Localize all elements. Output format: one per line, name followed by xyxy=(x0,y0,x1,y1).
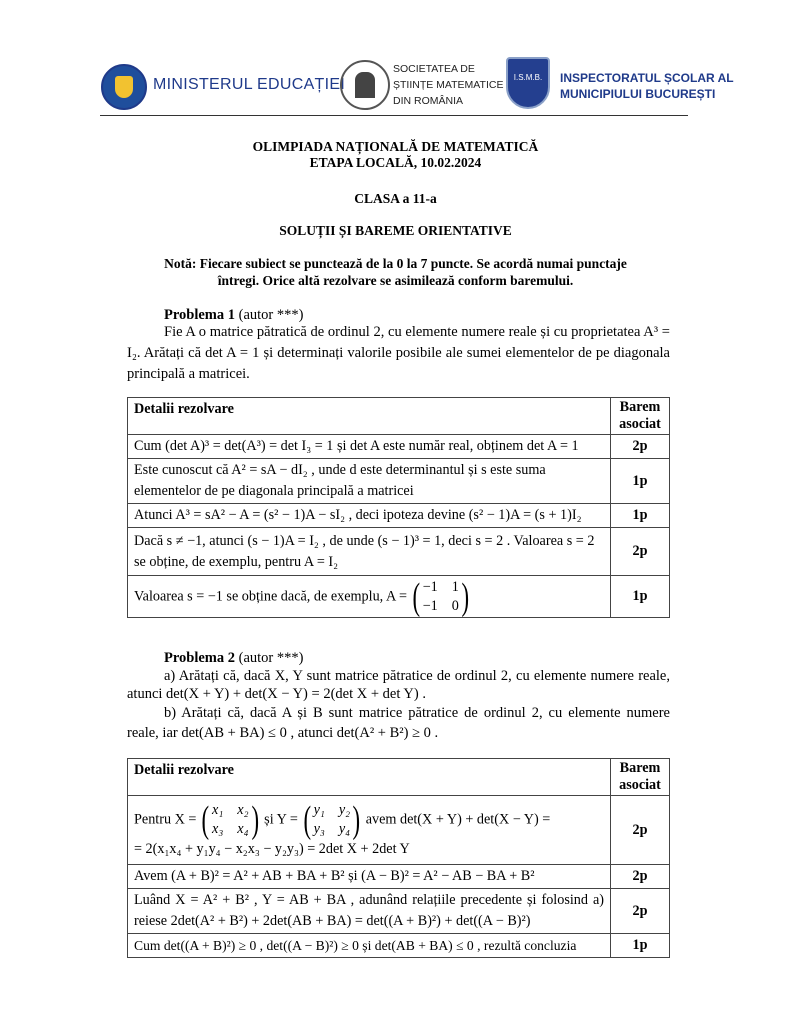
society-line: ȘTIINȚE MATEMATICE xyxy=(393,79,504,91)
table-row xyxy=(128,934,670,958)
problem-2-part-b: b) Arătați că, dacă A și B sunt matrice pătratice de ordinul 2, cu elemente numere reale, iar det(AB + BA) ≤ 0 , atunci det(A² + B²) ≥ 0 . xyxy=(127,705,670,741)
matrix: ( −1 1 −1 0 ) xyxy=(412,575,469,618)
society-seal-logo xyxy=(340,60,390,110)
row-points: 2p xyxy=(611,865,670,889)
page-title-date: ETAPA LOCALĂ, 10.02.2024 xyxy=(309,155,482,170)
row-points: 2p xyxy=(611,889,670,934)
table-row xyxy=(128,435,670,459)
col-header-points: Barem asociat xyxy=(611,398,670,435)
problem-author: (autor ***) xyxy=(235,307,304,323)
inspectorate-name xyxy=(560,70,734,102)
row-details: Este cunoscut că A² = sA − dI₂ , unde d este determinantul și s este suma elementelor de pe diagonala principală a matricei xyxy=(128,459,611,504)
table-row xyxy=(128,504,670,528)
problem-2-part-a: a) Arătați că, dacă X, Y sunt matrice pătratice de ordinul 2, cu elemente numere reale, atunci det(X + Y) + det(X − Y) = 2(det X + det Y) . xyxy=(127,668,670,702)
header-divider xyxy=(100,115,688,116)
row-details: Luând X = A² + B² , Y = AB + BA , adunând relațiile precedente și folosind a) reiese 2det(A² + B²) + 2det(AB + BA) = det((A + B)²) + det((A − B)²) xyxy=(128,889,611,934)
row-points: 1p xyxy=(611,576,670,618)
table-row xyxy=(128,865,670,889)
society-name xyxy=(393,61,503,109)
problem-title: Problema 2 xyxy=(164,650,236,666)
problem-2-scoring-table xyxy=(127,758,670,958)
subtitle: SOLUȚII ȘI BAREME ORIENTATIVE xyxy=(279,223,512,238)
problem-2-heading xyxy=(127,648,670,668)
row-points: 1p xyxy=(611,504,670,528)
government-seal-logo xyxy=(101,64,147,110)
table-row xyxy=(128,889,670,934)
society-line: DIN ROMÂNIA xyxy=(393,95,464,107)
table-row xyxy=(128,796,670,865)
note-line: Notă: Fiecare subiect se punctează de la 0 la 7 puncte. Se acordă numai punctaje xyxy=(164,256,627,271)
ismb-logo: I.S.M.B. xyxy=(506,57,550,109)
table-row xyxy=(128,528,670,576)
row-points: 1p xyxy=(611,934,670,958)
problem-title: Problema 1 xyxy=(164,307,236,323)
row-points: 1p xyxy=(611,459,670,504)
col-header-points: Barem asociat xyxy=(611,759,670,796)
page-title: OLIMPIADA NAȚIONALĂ DE MATEMATICĂ xyxy=(252,139,539,154)
col-header-details: Detalii rezolvare xyxy=(128,759,611,796)
class-label: CLASA a 11-a xyxy=(354,191,437,206)
row-points: 2p xyxy=(611,435,670,459)
col-header-details: Detalii rezolvare xyxy=(128,398,611,435)
table-row xyxy=(128,459,670,504)
note-line: întregi. Orice altă rezolvare se asimilează conform baremului. xyxy=(217,273,574,288)
problem-1-scoring-table xyxy=(127,397,670,618)
row-details: Valoarea s = −1 se obține dacă, de exemplu, A = ( −1 1 −1 0 ) xyxy=(128,576,611,618)
row-points: 2p xyxy=(611,796,670,865)
society-line: SOCIETATEA DE xyxy=(393,63,475,75)
table-row xyxy=(128,576,670,618)
row-details: Cum det((A + B)²) ≥ 0 , det((A − B)²) ≥ 0 și det(AB + BA) ≤ 0 , rezultă concluzia xyxy=(128,934,611,958)
problem-author: (autor ***) xyxy=(235,650,304,666)
row-details: Atunci A³ = sA² − A = (s² − 1)A − sI₂ , deci ipoteza devine (s² − 1)A = (s + 1)I₂ xyxy=(128,504,611,528)
ministry-name: MINISTERUL EDUCAȚIEI xyxy=(153,76,346,93)
row-points: 2p xyxy=(611,528,670,576)
inspectorate-line: MUNICIPIULUI BUCUREȘTI xyxy=(560,87,716,101)
row-details: Pentru X = ( x₁ x₂ x₃ x₄ ) și Y = ( y₁ y₂ y₃ y₄ ) avem det(X + Y) + det(X − Y) = = 2(x₁x₄ + y₁y₄ − x₂x₃ − y₂y₃) = 2det X + 2det Y xyxy=(128,796,611,865)
row-details: Avem (A + B)² = A² + AB + BA + B² și (A − B)² = A² − AB − BA + B² xyxy=(128,865,611,889)
problem-1-statement: Fie A o matrice pătratică de ordinul 2, cu elemente numere reale și cu proprietatea A³ = I₂. Arătați că det A = 1 și determinați valorile posibile ale sumei elementelor de pe diagonala principală a matricei. xyxy=(127,324,670,382)
row-details: Dacă s ≠ −1, atunci (s − 1)A = I₂ , de unde (s − 1)³ = 1, deci s = 2 . Valoarea s = 2 se obține, de exemplu, pentru A = I₂ xyxy=(128,528,611,576)
inspectorate-line: INSPECTORATUL ȘCOLAR AL xyxy=(560,71,734,85)
row-details: Cum (det A)³ = det(A³) = det I₃ = 1 și det A este număr real, obținem det A = 1 xyxy=(128,435,611,459)
